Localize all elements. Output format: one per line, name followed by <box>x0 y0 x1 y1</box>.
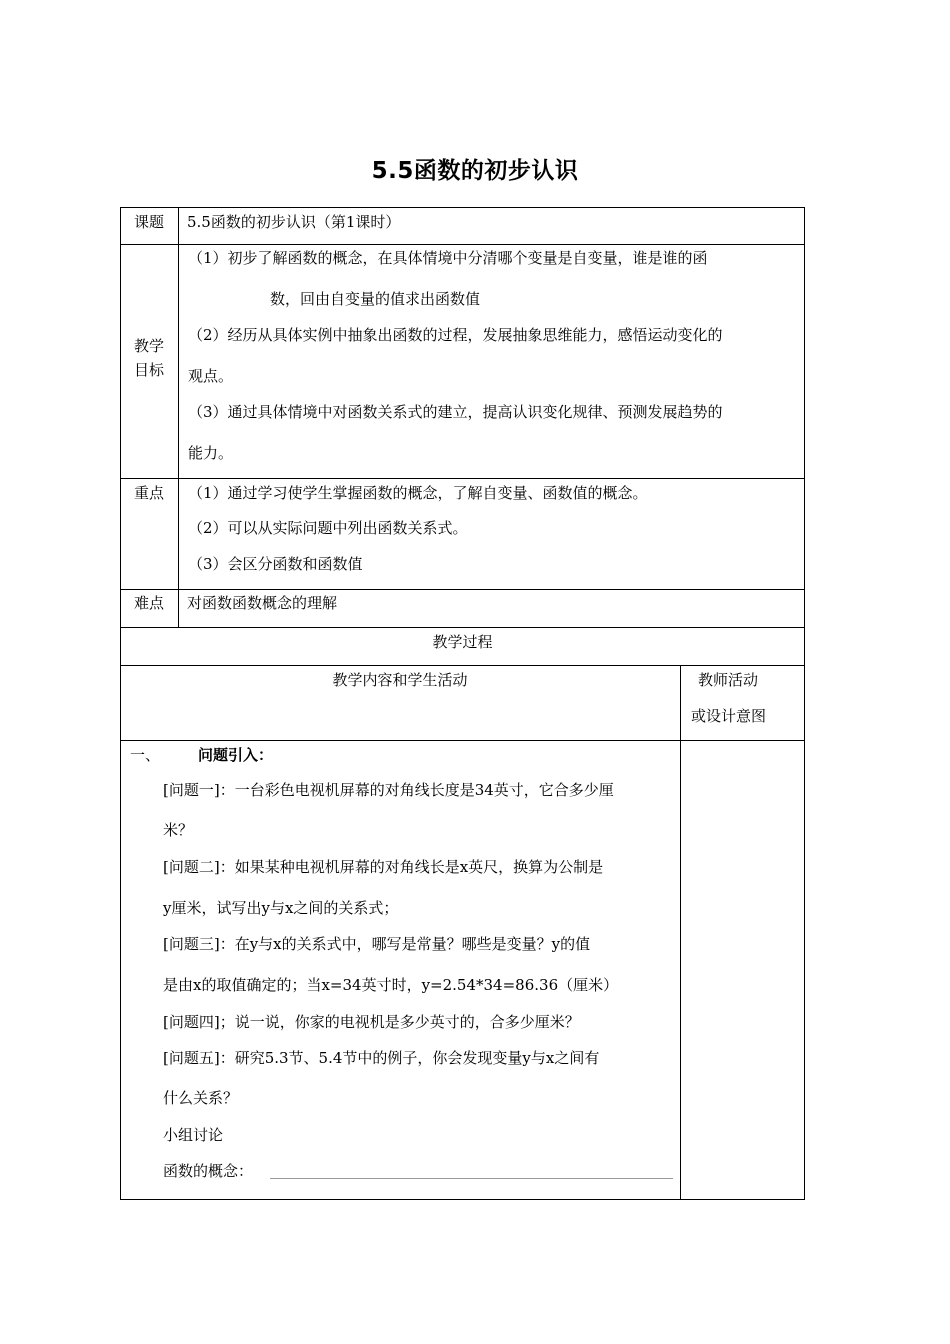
section-line: 米？ <box>163 821 194 839</box>
teacher-column-divider <box>680 665 681 1200</box>
goal-item: 观点。 <box>188 367 234 385</box>
function-concept-blank <box>270 1178 673 1179</box>
row-divider-columns <box>120 740 805 741</box>
keypoint-item: （2）可以从实际问题中列出函数关系式。 <box>188 519 468 537</box>
topic-value: 5.5函数的初步认识（第1课时） <box>187 213 401 231</box>
section-heading: 问题引入： <box>198 746 274 764</box>
teacher-column-header: 教师活动 <box>698 671 759 689</box>
section-line: [问题二]：如果某种电视机屏幕的对角线长是x英尺，换算为公制是 <box>163 858 604 876</box>
goal-item: （1）初步了解函数的概念，在具体情境中分清哪个变量是自变量，谁是谁的函 <box>188 249 708 267</box>
section-line: 小组讨论 <box>163 1126 224 1144</box>
process-header: 教学过程 <box>432 633 493 651</box>
page-title: 5.5函数的初步认识 <box>371 158 579 184</box>
row-divider-process <box>120 665 805 666</box>
row-divider-difficulty <box>120 627 805 628</box>
teacher-column-header: 或设计意图 <box>691 707 767 725</box>
goal-item: 能力。 <box>188 444 234 462</box>
difficulty-value: 对函数函数概念的理解 <box>187 594 338 612</box>
section-line: [问题四]；说一说，你家的电视机是多少英寸的，合多少厘米？ <box>163 1013 580 1031</box>
section-line: 什么关系？ <box>163 1089 239 1107</box>
row-divider-topic <box>120 244 805 245</box>
row-divider-goals <box>120 478 805 479</box>
section-line: y厘米，试写出y与x之间的关系式； <box>163 899 399 917</box>
goal-item: （3）通过具体情境中对函数关系式的建立，提高认识变化规律、预测发展趋势的 <box>188 403 723 421</box>
goals-label: 目标 <box>134 361 165 379</box>
goal-item: （2）经历从具体实例中抽象出函数的过程，发展抽象思维能力，感悟运动变化的 <box>188 326 723 344</box>
label-column-divider <box>178 207 179 627</box>
section-line: [问题三]：在y与x的关系式中，哪写是常量？哪些是变量？y的值 <box>163 935 591 953</box>
goal-item: 数，回由自变量的值求出函数值 <box>270 290 481 308</box>
keypoint-item: （3）会区分函数和函数值 <box>188 555 363 573</box>
section-line: 函数的概念： <box>163 1162 254 1180</box>
section-line: 是由x的取值确定的；当x=34英寸时，y=2.54*34=86.36（厘米） <box>163 976 619 994</box>
section-number: 一、 <box>130 746 161 764</box>
section-line: [问题五]：研究5.3节、5.4节中的例子，你会发现变量y与x之间有 <box>163 1049 600 1067</box>
topic-label: 课题 <box>134 213 165 231</box>
section-line: [问题一]：一台彩色电视机屏幕的对角线长度是34英寸，它合多少厘 <box>163 781 614 799</box>
keypoint-item: （1）通过学习使学生掌握函数的概念，了解自变量、函数值的概念。 <box>188 484 648 502</box>
keypoints-label: 重点 <box>134 484 165 502</box>
row-divider-keypoints <box>120 589 805 590</box>
difficulty-label: 难点 <box>134 594 165 612</box>
content-column-header: 教学内容和学生活动 <box>332 671 468 689</box>
goals-label: 教学 <box>134 337 165 355</box>
